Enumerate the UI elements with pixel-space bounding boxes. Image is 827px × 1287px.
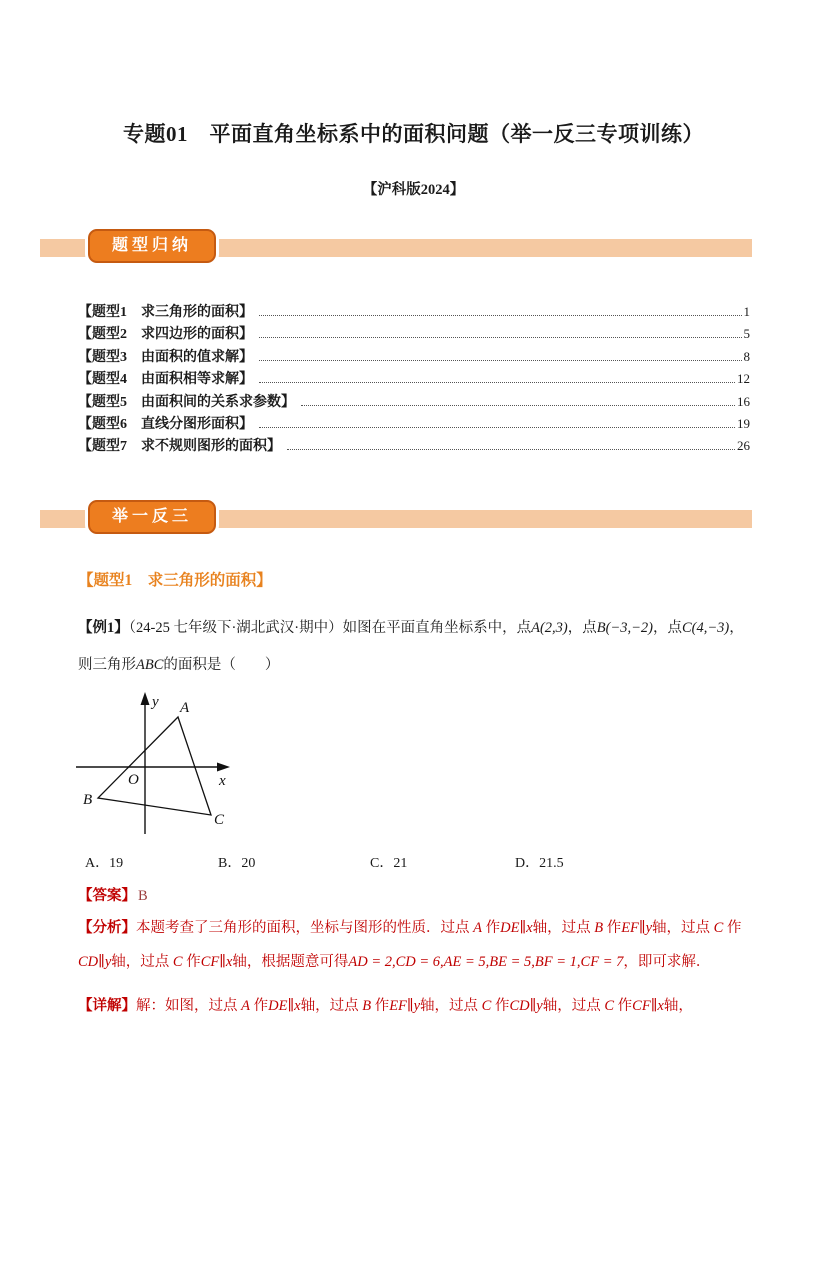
math-run: CF∥x <box>200 953 233 970</box>
solution-text: 轴，过点 <box>300 997 363 1014</box>
vertex-c-label: C <box>214 811 225 828</box>
point-a-coords: A(2,3) <box>531 619 568 636</box>
triangle-abc <box>98 717 211 815</box>
worksheet-page <box>0 118 827 1287</box>
analysis-text: 作 <box>723 919 742 936</box>
toc-leader <box>259 427 735 428</box>
analysis-text: 作 <box>182 953 201 970</box>
toc-leader <box>287 449 735 450</box>
math-run: B <box>594 919 604 936</box>
point-b-coords: B(−3,−2) <box>596 619 653 636</box>
toc-label: 【题型5 由面积间的关系求参数】 <box>78 394 295 410</box>
toc-label: 【题型1 求三角形的面积】 <box>78 305 253 320</box>
example-text: ，点 <box>567 619 597 636</box>
option-d: D．21.5 <box>515 855 564 871</box>
solution-text: 作 <box>371 997 390 1014</box>
toc-item-3 <box>78 346 750 368</box>
triangle-name: ABC <box>136 656 164 673</box>
toc-item-6 <box>78 413 750 435</box>
toc-leader <box>259 337 742 338</box>
math-run: C <box>481 997 492 1014</box>
math-run: C <box>604 997 615 1014</box>
x-axis-arrow-icon <box>217 762 230 771</box>
analysis-text: 作 <box>481 919 501 936</box>
solution-text: 作 <box>249 997 269 1014</box>
math-run: DE∥x <box>268 997 301 1014</box>
answer-label: 【答案】 <box>78 887 136 904</box>
toc-page-number: 26 <box>737 438 750 454</box>
toc-page-number: 5 <box>743 326 750 342</box>
toc-label: 【题型2 求四边形的面积】 <box>78 327 253 343</box>
math-run: B <box>362 997 372 1014</box>
math-run: C <box>713 919 724 936</box>
toc-page-number: 8 <box>743 348 750 364</box>
math-run: EF∥y <box>621 919 653 936</box>
math-run: C <box>172 953 183 970</box>
y-axis-label: y <box>152 693 159 710</box>
option-b: B．20 <box>218 855 256 871</box>
toc-label: 【题型4 由面积相等求解】 <box>78 372 253 388</box>
option-a: A．19 <box>85 855 124 871</box>
banner-catalog <box>0 229 827 267</box>
toc-label: 【题型3 由面积的值求解】 <box>78 349 253 365</box>
toc-item-1 <box>78 301 750 323</box>
analysis-text: 本题考查了三角形的面积，坐标与图形的性质．过点 <box>136 919 474 936</box>
toc-item-4 <box>78 368 750 390</box>
example-text: 的面积是（ ） <box>163 656 280 673</box>
toc-page-number: 16 <box>737 393 750 409</box>
math-run: CD∥y <box>509 997 543 1014</box>
toc-item-7 <box>78 435 750 457</box>
origin-label: O <box>128 771 139 788</box>
example-label: 【例1】 <box>78 619 129 636</box>
analysis-text: 轴，过点 <box>111 953 173 970</box>
math-equations: AD = 2,CD = 6,AE = 5,BE = 5,BF = 1,CF = 7 <box>348 953 624 970</box>
vertex-a-label: A <box>180 699 190 716</box>
solution-text: 解：如图，过点 <box>136 997 242 1014</box>
toc-leader <box>259 315 742 316</box>
catalog-badge: 题型归纳 <box>88 229 216 263</box>
solution-text: 轴，过点 <box>420 997 482 1014</box>
page-title: 专题01 平面直角坐标系中的面积问题（举一反三专项训练） <box>123 122 704 146</box>
toc-label: 【题型6 直线分图形面积】 <box>78 416 253 432</box>
toc-page-number: 1 <box>743 304 750 319</box>
answer-options <box>85 852 827 872</box>
triangle-graph <box>68 688 318 846</box>
coordinate-figure <box>68 688 318 846</box>
point-c: C <box>681 619 692 636</box>
analysis-paragraph <box>78 911 757 979</box>
option-c: C．21 <box>370 855 408 871</box>
analysis-text: 轴，根据题意可得 <box>232 953 349 970</box>
section-heading: 【题型1 求三角形的面积】 <box>78 571 272 589</box>
analysis-label: 【分析】 <box>78 919 136 936</box>
example-text: ，则三角形 <box>78 619 744 673</box>
analysis-text: ，即可求解． <box>623 953 711 970</box>
solution-paragraph <box>78 989 757 1023</box>
solution-text: 轴，过点 <box>542 997 605 1014</box>
solution-text: 轴， <box>663 997 693 1014</box>
solution-text: 作 <box>491 997 510 1014</box>
toc-page-number: 19 <box>737 415 750 431</box>
analysis-text: 作 <box>603 919 622 936</box>
toc-item-2 <box>78 323 750 345</box>
solution-label: 【详解】 <box>78 997 136 1014</box>
math-run: CF∥x <box>632 997 664 1014</box>
answer-line <box>78 884 749 905</box>
analysis-text: 轴，过点 <box>652 919 714 936</box>
example-problem <box>78 610 752 684</box>
math-run: CD∥y <box>78 953 112 970</box>
point-c-coords: (4,−3) <box>691 619 730 636</box>
toc-label: 【题型7 求不规则图形的面积】 <box>78 439 281 455</box>
analysis-text: 轴，过点 <box>532 919 595 936</box>
math-run: EF∥y <box>389 997 421 1014</box>
toc-leader <box>259 360 742 361</box>
toc-leader <box>259 382 735 383</box>
x-axis-label: x <box>219 772 226 789</box>
y-axis-arrow-icon <box>141 692 150 705</box>
toc-page-number: 12 <box>737 371 750 387</box>
table-of-contents <box>78 301 750 458</box>
math-run: A <box>241 997 250 1014</box>
example-text: （24-25 七年级下·湖北武汉·期中）如图在平面直角坐标系中，点 <box>128 619 532 636</box>
math-run: DE∥x <box>500 919 533 936</box>
solution-text: 作 <box>614 997 633 1014</box>
vertex-b-label: B <box>83 791 93 808</box>
toc-leader <box>301 405 735 406</box>
banner-practice <box>0 500 827 538</box>
example-text: ，点 <box>652 619 682 636</box>
edition-label: 【沪科版2024】 <box>362 182 465 198</box>
practice-badge: 举一反三 <box>88 500 216 534</box>
answer-value: B <box>138 887 148 904</box>
toc-item-5 <box>78 391 750 413</box>
math-run: A <box>473 919 482 936</box>
